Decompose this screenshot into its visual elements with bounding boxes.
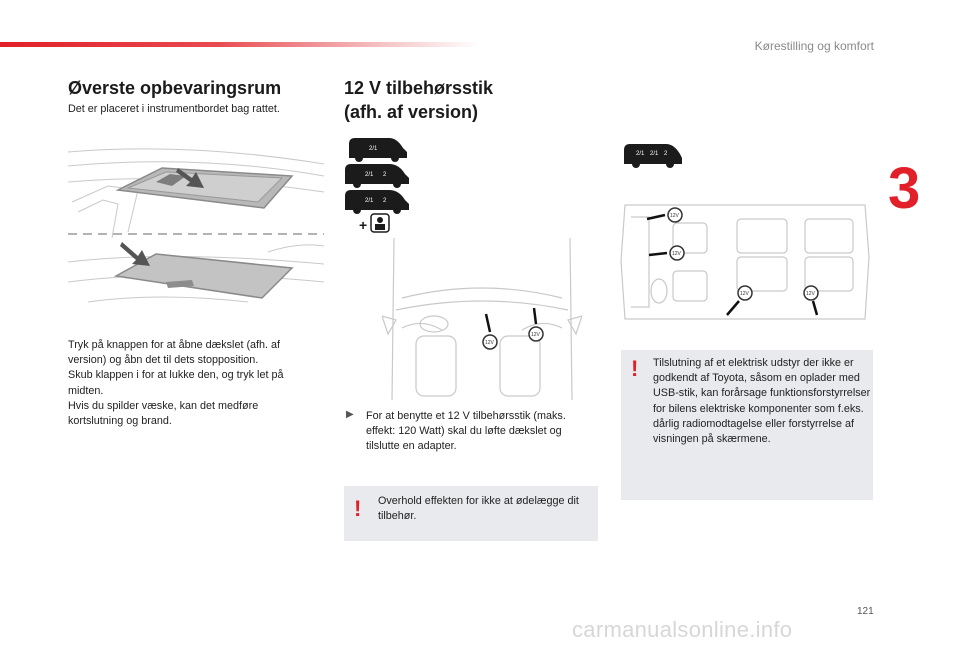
header-accent-bar (0, 42, 480, 47)
socket-title (344, 76, 544, 124)
socket-title-line2: (afh. af version) (344, 102, 479, 122)
exclamation-icon: ! (631, 356, 639, 381)
instruction-line: Skub klappen i for at lukke den, og tryk let på (68, 369, 284, 382)
svg-text:2: 2 (383, 198, 387, 204)
storage-compartment-illustration (68, 142, 324, 320)
instruction-line: Hvis du spilder væske, kan det medføre (68, 399, 259, 412)
instruction-line: version) og åbn det til dets stopposition. (68, 354, 259, 367)
power-warning-text: Overhold effekten for ikke at ødelægge dit tilbehør. (378, 495, 579, 523)
watermark: carmanualsonline.info (572, 617, 793, 642)
svg-text:12V: 12V (531, 332, 540, 338)
exclamation-icon: ! (354, 496, 362, 521)
socket-title-line1: 12 V tilbehørsstik (344, 78, 494, 98)
van-icon (622, 142, 684, 172)
instruction-line: midten. (68, 384, 104, 397)
storage-instructions (68, 338, 324, 429)
instruction-line: Tryk på knappen for at åbne dækslet (afh. af (68, 339, 281, 351)
connection-warning-box (621, 350, 873, 500)
storage-intro: Det er placeret i instrumentbordet bag rattet. (68, 103, 280, 115)
svg-text:2: 2 (664, 151, 668, 157)
svg-text:12V: 12V (670, 213, 679, 219)
rear-socket-layout-illustration (619, 197, 871, 327)
storage-title: Øverste opbevaringsrum (68, 78, 282, 98)
svg-text:2/1: 2/1 (650, 151, 659, 157)
svg-text:2/1: 2/1 (365, 172, 374, 178)
page-number: 121 (857, 606, 874, 617)
connection-warning-text: Tilslutning af et elektrisk udstyr der ikke er godkendt af Toyota, såsom en oplader med USB-stik, kan forårsage funktionsforstyrrelser for bilens elektriske komponenter som f.eks. dårlig radiomodtagelse eller forstyrrelse af visningen på skærmene. (653, 357, 871, 446)
chapter-number: 3 (888, 156, 921, 221)
dashboard-socket-illustration (382, 238, 582, 400)
svg-text:2/1: 2/1 (369, 146, 378, 152)
svg-text:12V: 12V (806, 291, 815, 297)
svg-text:2/1: 2/1 (365, 198, 374, 204)
instruction-line: kortslutning og brand. (68, 415, 172, 428)
socket-instruction: For at benytte et 12 V tilbehørsstik (maks. effekt: 120 Watt) skal du løfte dækslet og tilslutte en adapter. (366, 410, 566, 453)
power-warning-box (344, 486, 598, 541)
bullet-arrow-icon: ▶ (346, 409, 354, 420)
svg-text:+: + (359, 217, 368, 233)
svg-text:2/1: 2/1 (636, 151, 645, 157)
svg-text:2: 2 (383, 172, 387, 178)
chapter-title: Kørestilling og komfort (754, 39, 874, 53)
svg-text:12V: 12V (740, 291, 749, 297)
van-version-icons (343, 132, 415, 236)
svg-text:12V: 12V (672, 251, 681, 257)
svg-text:12V: 12V (485, 340, 494, 346)
